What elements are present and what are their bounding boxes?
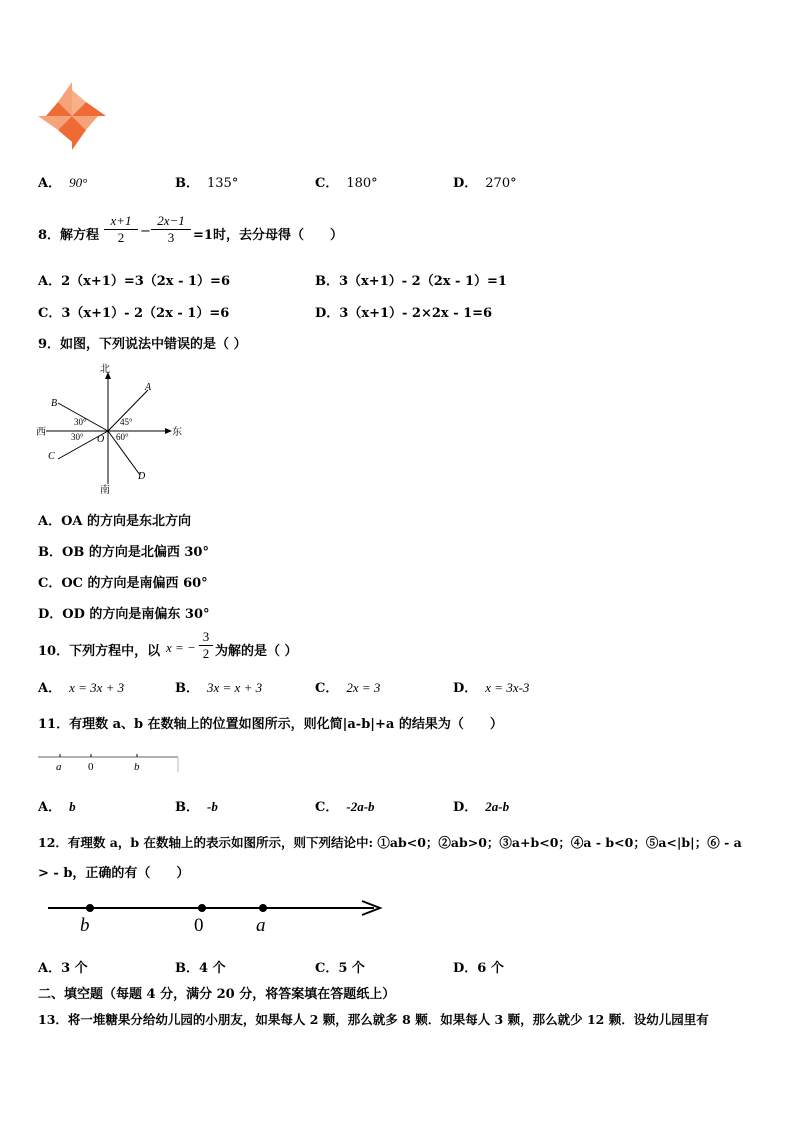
section-heading: 二、填空题（每题 4 分，满分 20 分，将答案填在答题纸上） [38, 987, 396, 1002]
q11-option-c: C． -2a-b [315, 799, 375, 815]
q10-prefix: 10．下列方程中，以 [38, 644, 161, 659]
q11-label-a: a [56, 761, 62, 773]
label-north: 北 [100, 364, 110, 375]
angle-b: 30° [74, 417, 87, 427]
q8-prefix: 8．解方程 [38, 228, 100, 243]
label-east: 东 [172, 427, 182, 438]
q11-number-line [36, 750, 184, 774]
q8-fraction-2: $\frac{2x-1}{3}$ [151, 213, 191, 246]
q10-option-b: B． 3x = x + 3 [175, 680, 263, 696]
q9-option-d: D．OD 的方向是南偏东 30° [38, 607, 210, 622]
q12-option-b: B．4 个 [175, 961, 226, 976]
q11-label-b: b [134, 761, 140, 773]
q8-suffix: =1时，去分母得（ ） [193, 228, 343, 243]
q11-option-b: B． -b [175, 799, 218, 815]
angle-a: 45° [120, 417, 133, 427]
q8-fraction-1: $\frac{x+1}{2}$ [104, 213, 138, 246]
q7-option-c: C． 180° [315, 176, 378, 191]
q12-label-zero: 0 [194, 915, 204, 936]
angle-d: 60° [116, 432, 129, 442]
q11-option-d: D． 2a-b [453, 799, 510, 815]
q9-stem: 9．如图，下列说法中错误的是（ ） [38, 337, 247, 352]
q7-option-d: D． 270° [453, 176, 517, 191]
q8-option-a: A．2（x+1）=3（2x - 1）=6 [38, 274, 230, 289]
q8-option-c: C．3（x+1）- 2（2x - 1）=6 [38, 306, 230, 321]
angle-c: 30° [71, 432, 84, 442]
label-south: 南 [100, 485, 110, 496]
q9-option-a: A．OA 的方向是东北方向 [38, 514, 192, 529]
q10-option-a: A． x = 3x + 3 [38, 680, 125, 696]
q12-label-a: a [256, 915, 266, 936]
q12-stem-line1: 12．有理数 a，b 在数轴上的表示如图所示，则下列结论中: ①ab<0；②ab>0；③a+b<0；④a - b<0；⑤a<|b|；⑥ - a [38, 835, 742, 850]
q12-option-d: D．6 个 [453, 961, 504, 976]
q10-suffix: 为解的是（ ） [215, 644, 298, 659]
q12-label-b: b [80, 915, 90, 936]
label-d: D [138, 471, 146, 482]
label-b: B [51, 398, 58, 409]
q8-option-d: D．3（x+1）- 2×2x - 1=6 [315, 306, 493, 321]
q9-option-b: B．OB 的方向是北偏西 30° [38, 545, 209, 560]
q7-option-b: B． 135° [175, 176, 239, 191]
q12-stem-line2: > - b，正确的有（ ） [38, 866, 190, 881]
q13-stem: 13．将一堆糖果分给幼儿园的小朋友，如果每人 2 颗，那么就多 8 颗．如果每人 3 颗，那么就少 12 颗．设幼儿园里有 [38, 1012, 709, 1027]
q10-option-c: C． 2x = 3 [315, 680, 381, 696]
q11-stem: 11．有理数 a、b 在数轴上的位置如图所示，则化简|a-b|+a 的结果为（ ） [38, 717, 503, 732]
label-a: A [145, 382, 152, 393]
q10-lhs: x = − [166, 640, 196, 655]
pinwheel-figure [36, 82, 108, 150]
q7-option-a: A． 90° [38, 175, 88, 191]
compass-figure [36, 362, 186, 498]
q11-label-zero: 0 [88, 761, 94, 773]
q10-option-d: D． x = 3x-3 [453, 680, 530, 696]
q10-fraction: $\frac{3}{2}$ [199, 629, 213, 662]
q11-option-a: A． b [38, 799, 76, 815]
label-o: O [97, 434, 105, 445]
q12-option-a: A．3 个 [38, 961, 88, 976]
q9-option-c: C．OC 的方向是南偏西 60° [38, 576, 208, 591]
q12-option-c: C．5 个 [315, 961, 365, 976]
q8-minus: − [140, 224, 151, 239]
label-c: C [48, 451, 55, 462]
label-west: 西 [36, 427, 46, 438]
q8-option-b: B．3（x+1）- 2（2x - 1）=1 [315, 274, 507, 289]
q12-number-line [44, 896, 386, 938]
